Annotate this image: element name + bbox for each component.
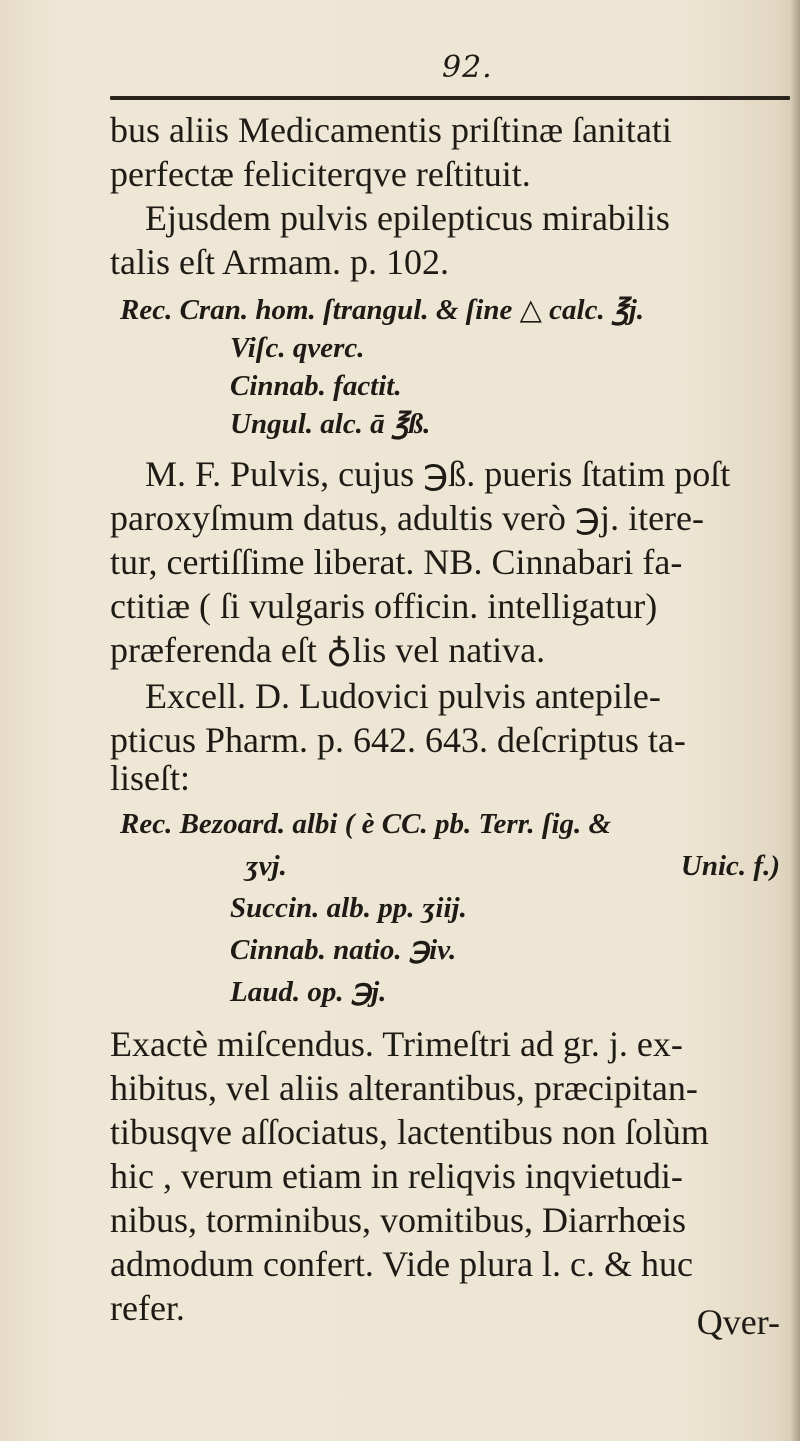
recipe-line: Cinnab. natio. ℈iv.: [230, 934, 457, 966]
recipe-line: Laud. op. ℈j.: [230, 976, 387, 1008]
text-line: perfectæ feliciterqve reſtituit.: [110, 154, 531, 194]
text-line: tur, certiſſime liberat. NB. Cinnabari fa-: [110, 542, 683, 582]
text-line: admodum confert. Vide plura l. c. & huc: [110, 1244, 694, 1284]
text-line: Ejusdem pulvis epilepticus mirabilis: [145, 198, 670, 238]
recipe-line: Ungul. alc. ā ℥ß.: [230, 408, 431, 440]
recipe-line: Unic. f.): [680, 850, 780, 882]
text-line: Excell. D. Ludovici pulvis antepile-: [145, 676, 661, 716]
text-line: talis eſt Armam. p. 102.: [110, 242, 449, 282]
catchword: Qver-: [696, 1302, 780, 1342]
text-line: liseſt:: [110, 758, 190, 798]
text-line: M. F. Pulvis, cujus ℈ß. pueris ſtatim poſt: [145, 454, 731, 494]
text-line: bus aliis Medicamentis priſtinæ ſanitati: [110, 110, 672, 150]
text-line: nibus, torminibus, vomitibus, Diarrhœis: [110, 1200, 686, 1240]
text-line: tibusqve aſſociatus, lactentibus non ſolùm: [110, 1112, 709, 1152]
recipe-line: Succin. alb. pp. ʒiij.: [230, 892, 467, 924]
text-line: refer.: [110, 1288, 185, 1328]
recipe-line: Viſc. qverc.: [230, 332, 365, 364]
text-line: paroxyſmum datus, adultis verò ℈j. itere-: [110, 498, 704, 538]
text-line: hic , verum etiam in reliqvis inqvietudi-: [110, 1156, 683, 1196]
text-line: pticus Pharm. p. 642. 643. deſcriptus ta-: [110, 720, 686, 760]
page-number: 92.: [442, 50, 493, 85]
header-rule: [110, 96, 790, 100]
recipe-line: Cinnab. factit.: [230, 370, 402, 402]
recipe-line: Rec. Cran. hom. ſtrangul. & ſine △ calc. ℥j.: [120, 294, 645, 326]
text-line: hibitus, vel aliis alterantibus, præcipitan-: [110, 1068, 698, 1108]
text-line: Exactè miſcendus. Trimeſtri ad gr. j. ex-: [110, 1024, 683, 1064]
recipe-line: Rec. Bezoard. albi ( è CC. pb. Terr. ſig. &: [120, 808, 612, 840]
recipe-line: ʒvj.: [245, 850, 287, 882]
text-line: ctitiæ ( ſi vulgaris officin. intelligatur): [110, 586, 658, 626]
page-edge-shadow: [790, 0, 800, 1441]
text-line: præferenda eſt ♁lis vel nativa.: [110, 630, 546, 670]
